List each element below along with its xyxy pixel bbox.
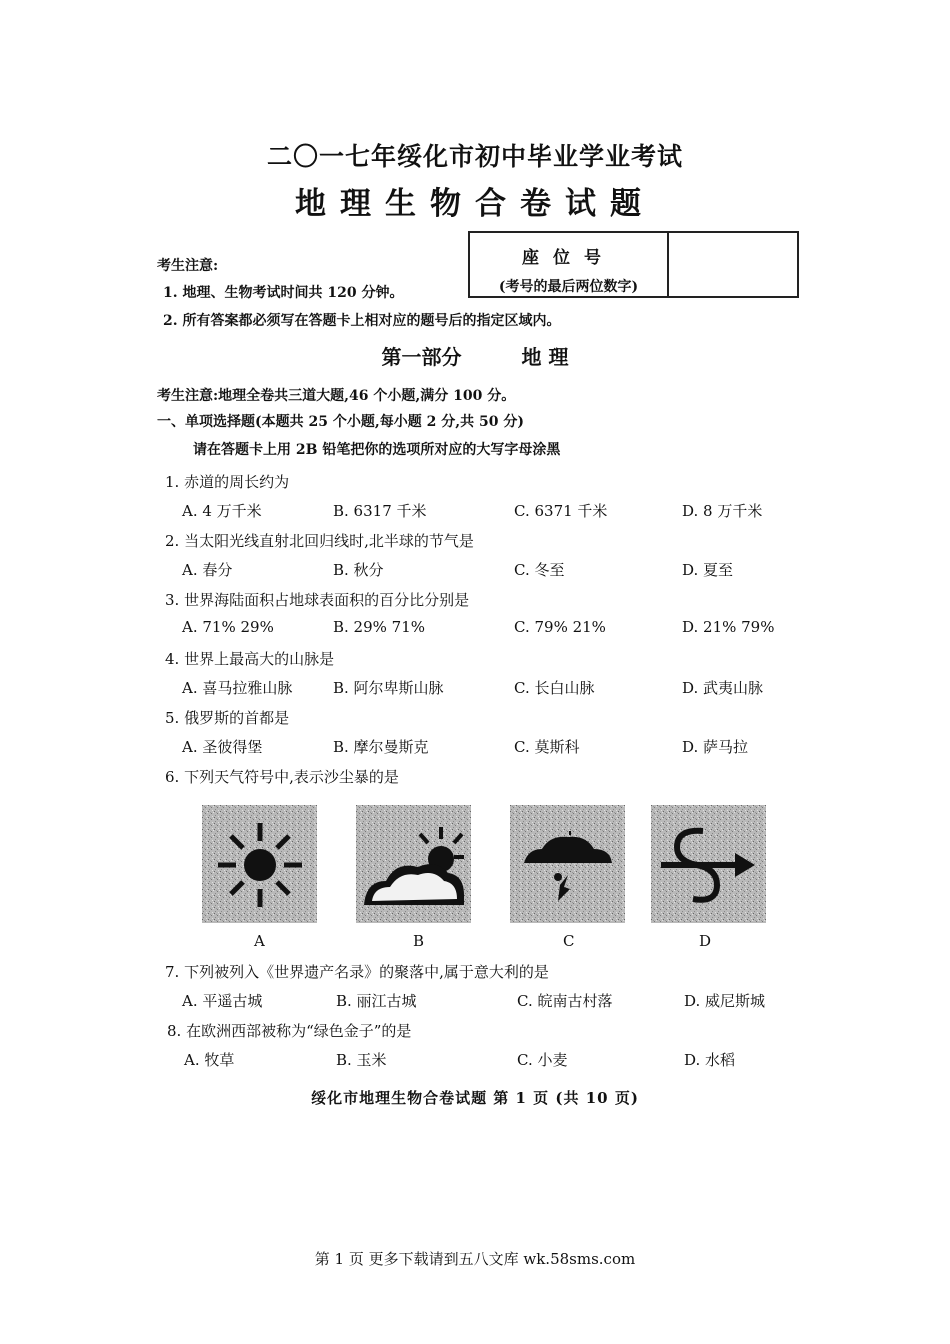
sunny-icon bbox=[202, 805, 317, 923]
option: A. 圣彼得堡 bbox=[182, 738, 263, 756]
question-stem: 3. 世界海陆面积占地球表面积的百分比分别是 bbox=[165, 591, 470, 609]
option: A. 春分 bbox=[182, 561, 233, 579]
option: A. 71% 29% bbox=[182, 618, 274, 636]
option: D. 21% 79% bbox=[682, 618, 775, 636]
partly-cloudy-icon bbox=[356, 805, 471, 923]
page-footer: 绥化市地理生物合卷试题 第 1 页 (共 10 页) bbox=[311, 1089, 639, 1107]
seat-box-divider bbox=[667, 233, 669, 296]
option: D. 威尼斯城 bbox=[684, 992, 766, 1010]
option: C. 莫斯科 bbox=[514, 738, 580, 756]
seat-number-box bbox=[468, 231, 799, 298]
part-one-heading: 一、单项选择题(本题共 25 个小题,每小题 2 分,共 50 分) bbox=[157, 414, 524, 430]
option: C. 小麦 bbox=[517, 1051, 568, 1069]
question-stem: 5. 俄罗斯的首都是 bbox=[165, 709, 290, 727]
option: A. 牧草 bbox=[184, 1051, 235, 1069]
option: C. 长白山脉 bbox=[514, 679, 595, 697]
option: D. 萨马拉 bbox=[682, 738, 749, 756]
notice-item: 2. 所有答案都必须写在答题卡上相对应的题号后的指定区域内。 bbox=[163, 313, 561, 329]
option: D. 水稻 bbox=[684, 1051, 736, 1069]
question-stem: 7. 下列被列入《世界遗产名录》的聚落中,属于意大利的是 bbox=[165, 963, 549, 981]
seat-number-sublabel: (考号的最后两位数字) bbox=[498, 279, 639, 295]
option: A. 喜马拉雅山脉 bbox=[182, 679, 293, 697]
symbol-label: A bbox=[254, 932, 265, 950]
option: D. 武夷山脉 bbox=[682, 679, 764, 697]
option: B. 丽江古城 bbox=[336, 992, 417, 1010]
option: B. 29% 71% bbox=[333, 618, 426, 636]
section-part: 第一部分 bbox=[381, 345, 462, 369]
rain-shower-icon bbox=[510, 805, 625, 923]
part-one-instruction: 请在答题卡上用 2B 铅笔把你的选项所对应的大写字母涂黑 bbox=[193, 442, 561, 458]
option: D. 夏至 bbox=[682, 561, 734, 579]
option: B. 玉米 bbox=[336, 1051, 387, 1069]
option: D. 8 万千米 bbox=[682, 502, 763, 520]
option: B. 秋分 bbox=[333, 561, 384, 579]
question-stem: 8. 在欧洲西部被称为“绿色金子”的是 bbox=[167, 1022, 412, 1040]
option: B. 阿尔卑斯山脉 bbox=[333, 679, 444, 697]
exam-title: 二〇一七年绥化市初中毕业学业考试 bbox=[266, 142, 683, 171]
option: B. 6317 千米 bbox=[333, 502, 427, 520]
notice-heading: 考生注意: bbox=[157, 258, 219, 274]
symbol-label: D bbox=[699, 932, 712, 950]
sandstorm-icon bbox=[651, 805, 766, 923]
option: C. 冬至 bbox=[514, 561, 565, 579]
symbol-label: C bbox=[563, 932, 575, 950]
section-subject: 地 理 bbox=[521, 345, 569, 369]
download-note: 第 1 页 更多下载请到五八文库 wk.58sms.com bbox=[314, 1250, 636, 1268]
seat-number-label: 座位号 bbox=[522, 248, 615, 268]
symbol-label: B bbox=[413, 932, 425, 950]
option: C. 皖南古村落 bbox=[517, 992, 613, 1010]
option: A. 4 万千米 bbox=[182, 502, 262, 520]
question-stem: 1. 赤道的周长约为 bbox=[165, 473, 290, 491]
question-stem: 4. 世界上最高大的山脉是 bbox=[165, 650, 335, 668]
question-stem: 6. 下列天气符号中,表示沙尘暴的是 bbox=[165, 768, 399, 786]
exam-subtitle: 地理生物合卷试题 bbox=[295, 186, 655, 222]
geo-notice: 考生注意:地理全卷共三道大题,46 个小题,满分 100 分。 bbox=[157, 388, 516, 404]
notice-item: 1. 地理、生物考试时间共 120 分钟。 bbox=[163, 285, 404, 301]
option: C. 6371 千米 bbox=[514, 502, 608, 520]
question-stem: 2. 当太阳光线直射北回归线时,北半球的节气是 bbox=[165, 532, 474, 550]
section-heading bbox=[0, 341, 950, 370]
option: C. 79% 21% bbox=[514, 618, 606, 636]
option: B. 摩尔曼斯克 bbox=[333, 738, 429, 756]
option: A. 平遥古城 bbox=[182, 992, 263, 1010]
